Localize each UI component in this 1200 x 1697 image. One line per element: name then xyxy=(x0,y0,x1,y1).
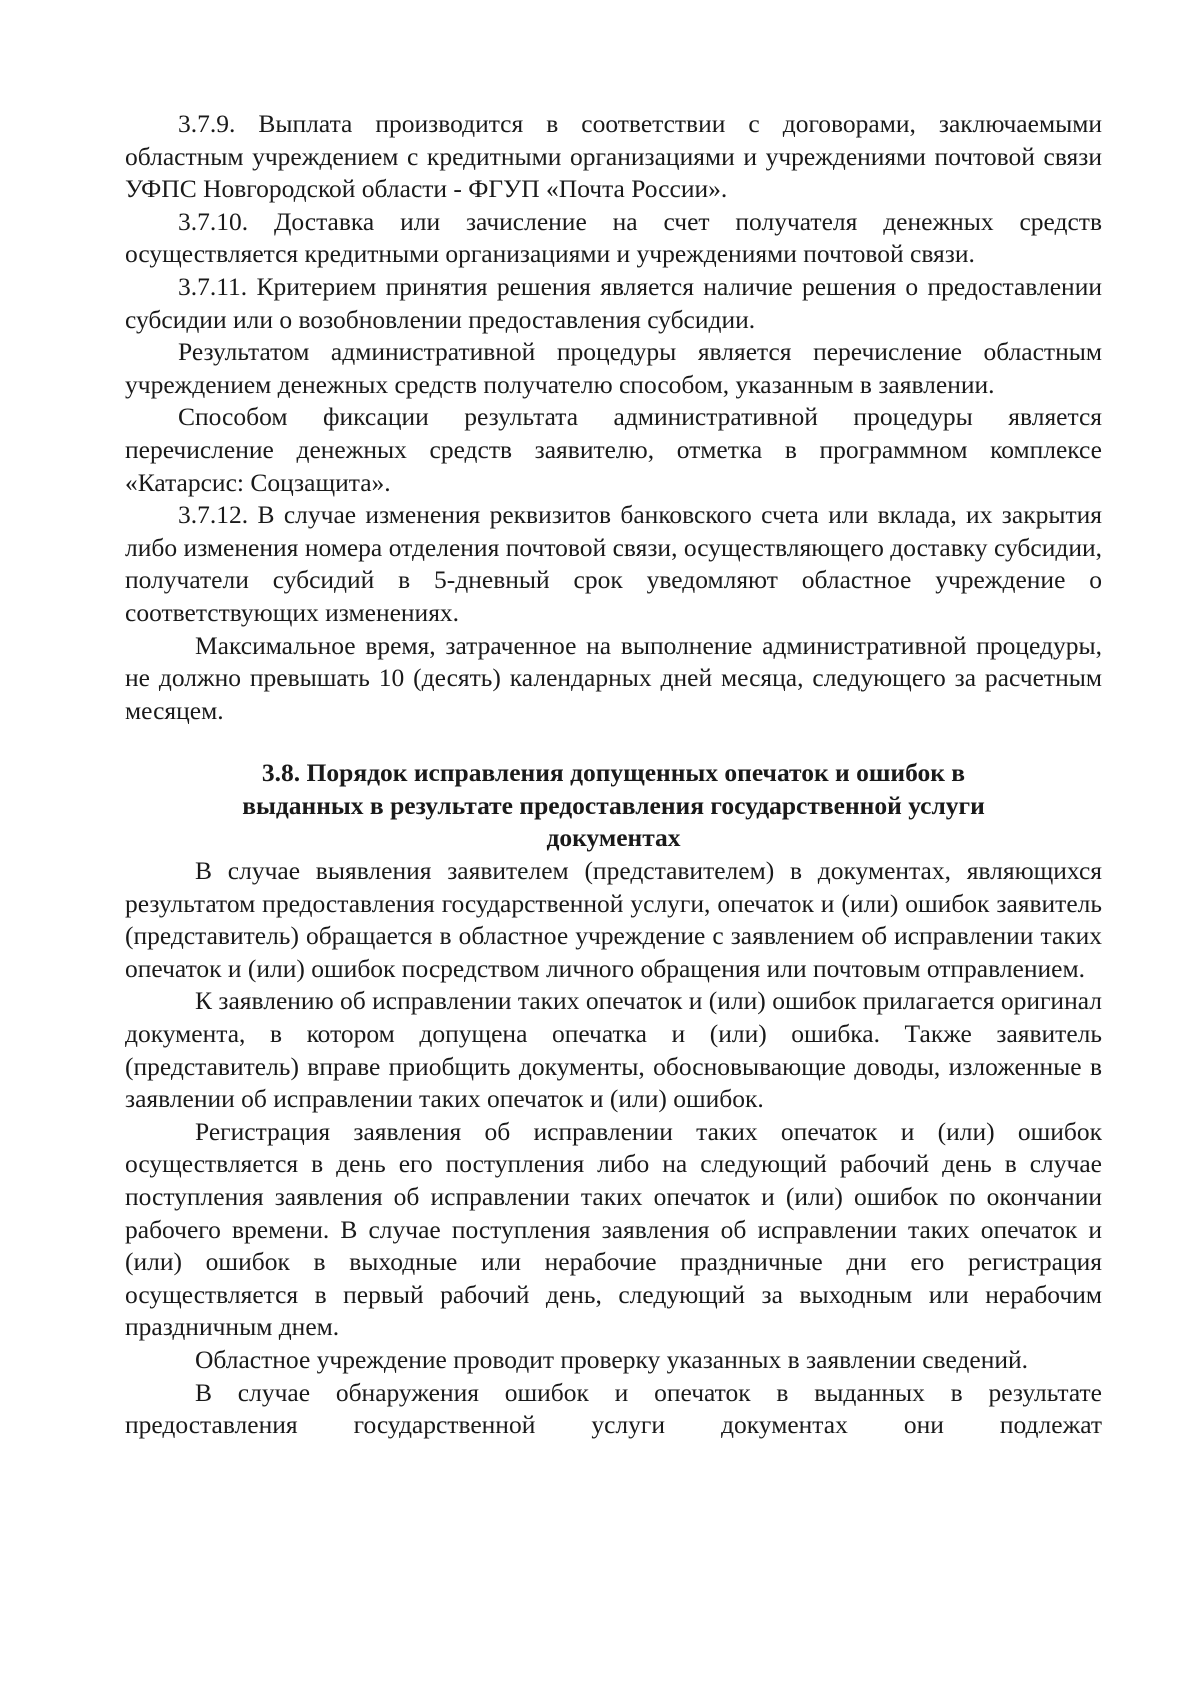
paragraph-registration: Регистрация заявления об исправлении таких опечаток и (или) ошибок осуществляется в день его поступления либо на следующий рабочий день в случае поступления заявления об исправлении таких опечаток и (или) ошибок по окончании рабочего времени. В случае поступления заявления об исправлении таких опечаток и (или) ошибок в выходные или нерабочие праздничные дни его регистрация осуществляется в первый рабочий день, следующий за выходным или нерабочим праздничным днем. xyxy=(125,1116,1102,1342)
paragraph-3-7-12: 3.7.12. В случае изменения реквизитов банковского счета или вклада, их закрытия либо изменения номера отделения почтовой связи, осуществляющего доставку субсидии, получатели субсидий в 5-дневный срок уведомляют областное учреждение о соответствующих изменениях. xyxy=(125,500,1102,627)
section-heading-line: 3.8. Порядок исправления допущенных опечаток и ошибок в xyxy=(261,758,966,788)
paragraph-3-7-9: 3.7.9. Выплата производится в соответствии с договорами, заключаемыми областным учреждением с кредитными организациями и учреждениями почтовой связи УФПС Новгородской области - ФГУП «Почта России». xyxy=(125,109,1102,204)
paragraph-correction: В случае обнаружения ошибок и опечаток в выданных в результате предоставления государственной услуги документах они подлежат xyxy=(125,1377,1102,1440)
section-heading-line: выданных в результате предоставления государственной услуги xyxy=(242,790,985,820)
paragraph-3-7-10: 3.7.10. Доставка или зачисление на счет получателя денежных средств осуществляется кредитными организациями и учреждениями почтовой связи. xyxy=(125,206,1102,269)
paragraph-result-fixation: Способом фиксации результата административной процедуры является перечисление денежных средств заявителю, отметка в программном комплексе «Катарсис: Соцзащита». xyxy=(125,402,1102,497)
document-page xyxy=(125,108,1102,1442)
section-heading-3-8 xyxy=(125,757,1102,855)
paragraph-verification: Областное учреждение проводит проверку указанных в заявлении сведений. xyxy=(195,1344,1029,1374)
paragraph-procedure-result: Результатом административной процедуры является перечисление областным учреждением денежных средств получателю способом, указанным в заявлении. xyxy=(125,337,1102,399)
paragraph-max-time: Максимальное время, затраченное на выполнение административной процедуры, не должно превышать 10 (десять) календарных дней месяца, следующего за расчетным месяцем. xyxy=(125,630,1102,725)
paragraph-error-detection: В случае выявления заявителем (представителем) в документах, являющихся результатом предоставления государственной услуги, опечаток и (или) ошибок заявитель (представитель) обращается в областное учреждение с заявлением об исправлении таких опечаток и (или) ошибок посредством личного обращения или почтовым отправлением. xyxy=(125,856,1102,983)
section-heading-line: документах xyxy=(546,823,681,853)
paragraph-attachment: К заявлению об исправлении таких опечаток и (или) ошибок прилагается оригинал документа, в котором допущена опечатка и (или) ошибка. Также заявитель (представитель) вправе приобщить документы, обосновывающие доводы, изложенные в заявлении об исправлении таких опечаток и (или) ошибок. xyxy=(125,986,1102,1114)
paragraph-3-7-11: 3.7.11. Критерием принятия решения является наличие решения о предоставлении субсидии или о возобновлении предоставления субсидии. xyxy=(125,271,1102,334)
